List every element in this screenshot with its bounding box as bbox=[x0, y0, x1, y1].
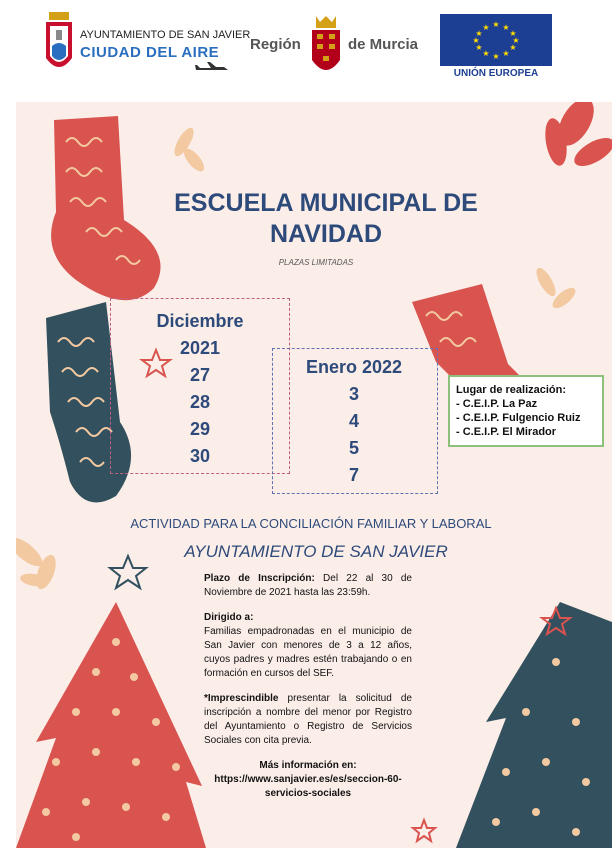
lugar-box bbox=[448, 375, 604, 447]
poster-title: ESCUELA MUNICIPAL DE NAVIDAD bbox=[174, 189, 478, 248]
lugar-item: - C.E.I.P. El Mirador bbox=[456, 426, 557, 438]
diciembre-day: 28 bbox=[189, 392, 211, 412]
eu-flag-icon bbox=[440, 14, 552, 66]
diciembre-year: 2021 bbox=[179, 338, 221, 358]
red-stocking-icon bbox=[51, 116, 160, 300]
diciembre-dates bbox=[116, 308, 284, 470]
eu-logo bbox=[440, 14, 552, 84]
svg-text:★: ★ bbox=[475, 43, 483, 52]
enero-day: 7 bbox=[348, 465, 359, 485]
region-right-text: de Murcia bbox=[348, 36, 419, 53]
plazo-paragraph bbox=[204, 572, 412, 600]
diciembre-day: 30 bbox=[189, 446, 211, 466]
svg-text:★: ★ bbox=[475, 29, 483, 38]
svg-text:★: ★ bbox=[492, 52, 500, 61]
logo-header bbox=[0, 0, 616, 100]
imprescindible-paragraph bbox=[204, 692, 412, 748]
plazo-label: Plazo de Inscripción: bbox=[204, 573, 315, 584]
mas-info-label: Más información en: bbox=[259, 760, 357, 771]
enero-day: 5 bbox=[348, 438, 359, 458]
ayuntamiento-heading: AYUNTAMIENTO DE SAN JAVIER bbox=[184, 542, 448, 561]
diciembre-day: 29 bbox=[189, 419, 211, 439]
red-star-bottom-icon bbox=[413, 820, 435, 841]
leaf-right-icon bbox=[533, 265, 579, 311]
enero-month: Enero 2022 bbox=[305, 357, 403, 377]
dirigido-paragraph bbox=[204, 611, 412, 681]
eu-label: UNIÓN EUROPEA bbox=[453, 68, 539, 79]
leaf-left-icon bbox=[16, 533, 60, 592]
diciembre-month: Diciembre bbox=[156, 311, 244, 331]
imprescindible-label: *Imprescindible bbox=[204, 693, 279, 704]
dirigido-label: Dirigido a: bbox=[204, 612, 254, 623]
svg-text:★: ★ bbox=[509, 29, 517, 38]
svg-text:★: ★ bbox=[502, 49, 510, 58]
enero-day: 3 bbox=[348, 384, 359, 404]
red-leaf-icon bbox=[542, 102, 612, 172]
actividad-heading: ACTIVIDAD PARA LA CONCILIACIÓN FAMILIAR Y LABORAL bbox=[130, 516, 492, 531]
san-javier-shield-icon bbox=[44, 12, 74, 78]
murcia-crest-icon bbox=[308, 14, 344, 80]
christmas-poster bbox=[16, 102, 612, 848]
plazo-text: Del 22 al 30 de Noviembre de 2021 hasta las 23:59h. bbox=[204, 573, 412, 598]
plane-icon bbox=[194, 62, 230, 78]
lugar-heading: Lugar de realización: bbox=[456, 384, 567, 396]
lugar-item: - C.E.I.P. La Paz bbox=[456, 398, 538, 410]
diciembre-day: 27 bbox=[189, 365, 211, 385]
svg-text:★: ★ bbox=[492, 20, 500, 29]
svg-text:★: ★ bbox=[472, 36, 480, 45]
enero-day: 4 bbox=[348, 411, 359, 431]
svg-text:★: ★ bbox=[502, 23, 510, 32]
region-murcia-logo bbox=[250, 14, 430, 84]
region-left-text: Región bbox=[250, 36, 301, 53]
imprescindible-text: presentar la solicitud de inscripción a nombre del menor por Registro del Ayuntamiento o Registro de Servicios Sociales con cita previa. bbox=[204, 693, 412, 746]
san-javier-logo bbox=[44, 12, 251, 82]
san-javier-line1: AYUNTAMIENTO DE SAN JAVIER bbox=[80, 29, 251, 41]
plazas-limitadas: PLAZAS LIMITADAS bbox=[278, 258, 354, 267]
dirigido-text: Familias empadronadas en el municipio de San Javier con menores de 3 a 12 años, cuyos padres y madres estén trabajando o en formación en cursos del SEF. bbox=[204, 626, 412, 679]
enero-dates bbox=[276, 354, 432, 489]
info-block bbox=[204, 572, 412, 801]
mas-info-link[interactable]: https://www.sanjavier.es/es/seccion-60-servicios-sociales bbox=[214, 774, 402, 799]
svg-text:★: ★ bbox=[509, 43, 517, 52]
svg-text:★: ★ bbox=[482, 49, 490, 58]
leaf-icon bbox=[171, 125, 208, 174]
svg-text:★: ★ bbox=[482, 23, 490, 32]
san-javier-line2: CIUDAD DEL AIRE bbox=[80, 44, 220, 61]
lugar-item: - C.E.I.P. Fulgencio Ruiz bbox=[456, 412, 581, 424]
svg-text:★: ★ bbox=[512, 36, 520, 45]
